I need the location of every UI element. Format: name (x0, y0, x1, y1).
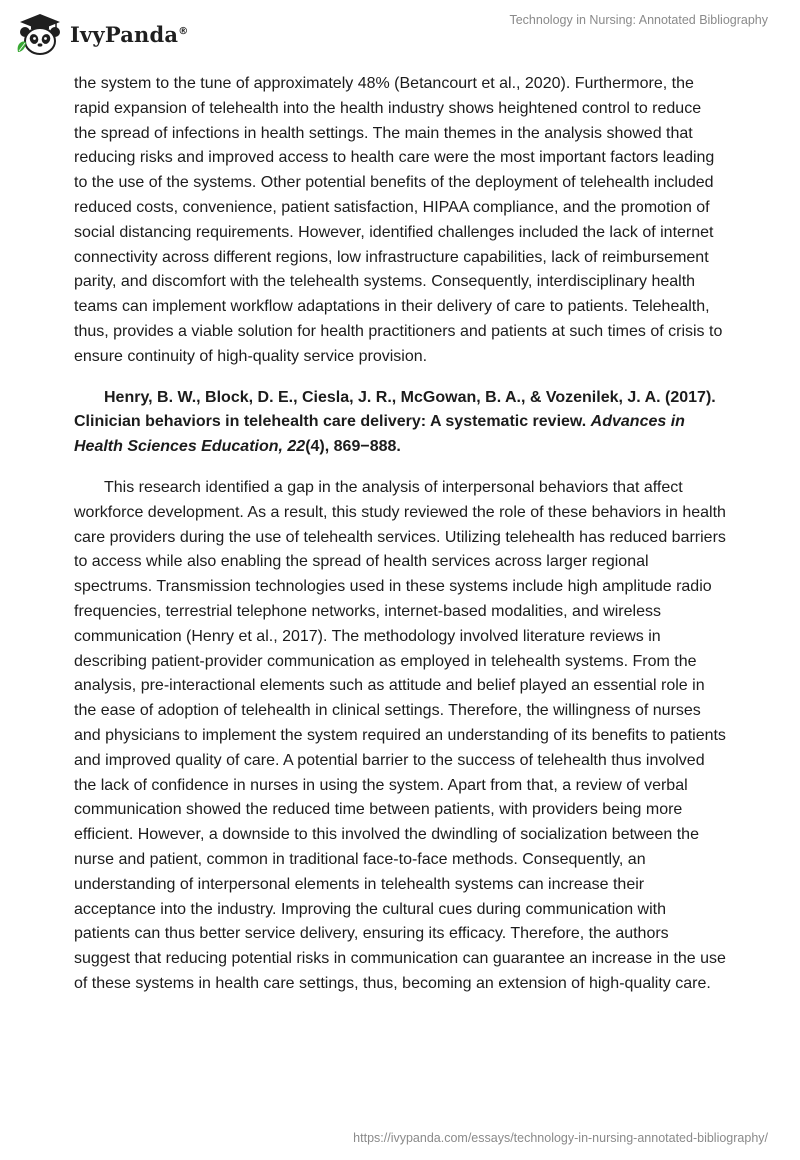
reference-citation (74, 386, 726, 460)
brand-name: IvyPanda® (70, 21, 189, 47)
panda-graduate-icon (14, 8, 66, 60)
document-body (74, 72, 726, 997)
document-title: Technology in Nursing: Annotated Bibliography (509, 13, 768, 27)
citation-journal: Advances in Health Sciences Education, 22 (74, 413, 685, 456)
page-header (0, 0, 800, 70)
citation-issue-pages: (4), 869−888. (305, 438, 401, 456)
annotation-paragraph-2: This research identified a gap in the analysis of interpersonal behaviors that affect workforce development. As a result, this study reviewed the role of these behaviors in health care providers during the use of telehealth services. Utilizing telehealth has reduced barriers to access while also enabling the spread of health services across larger regional spectrums. Transmission technologies used in these systems include high amplitude radio frequencies, terrestrial telephone networks, internet-based modalities, and wireless communication (Henry et al., 2017). The methodology involved literature reviews in describing patient-provider communication as employed in telehealth systems. From the analysis, pre-interactional elements such as attitude and belief played an essential role in the ease of adoption of telehealth in clinical settings. Therefore, the willingness of nurses and physicians to implement the system required an understanding of its benefits to patients and improved quality of care. A potential barrier to the success of telehealth thus involved the lack of confidence in nurses in using the system. Apart from that, a review of verbal communication showed the reduced time between patients, with providers being more efficient. However, a downside to this involved the dwindling of socialization between the nurse and patient, common in traditional face-to-face methods. Consequently, an understanding of interpersonal elements in telehealth systems can increase their acceptance into the industry. Improving the cultural cues during communication with patients can thus better service delivery, ensuring its efficacy. Therefore, the authors suggest that reducing potential risks in communication can guarantee an increase in the use of these systems in health care settings, thus, becoming an extension of high-quality care. (74, 478, 726, 992)
ivypanda-logo[interactable] (14, 8, 188, 60)
source-url[interactable]: https://ivypanda.com/essays/technology-in-nursing-annotated-bibliography/ (353, 1131, 768, 1145)
annotation-paragraph-1: the system to the tune of approximately 48% (Betancourt et al., 2020). Furthermore, the rapid expansion of telehealth into the health industry shows heightened control to reduce the spread of infections in health settings. The main themes in the analysis showed that reducing risks and improved access to health care were the most important factors leading to the use of the systems. Other potential benefits of the deployment of telehealth included reduced costs, convenience, patient satisfaction, HIPAA compliance, and the promotion of social distancing requirements. However, identified challenges included the lack of internet connectivity across different regions, low infrastructure capabilities, lack of reimbursement parity, and discomfort with the telehealth systems. Consequently, interdisciplinary health teams can implement workflow adaptations in their delivery of care to patients. Telehealth, thus, provides a viable solution for health practitioners and patients at such times of crisis to ensure continuity of high-quality service provision. (74, 75, 723, 365)
citation-authors-title: Henry, B. W., Block, D. E., Ciesla, J. R., McGowan, B. A., & Vozenilek, J. A. (2017). Clinician behaviors in telehealth care delivery: A systematic review. (74, 388, 716, 431)
